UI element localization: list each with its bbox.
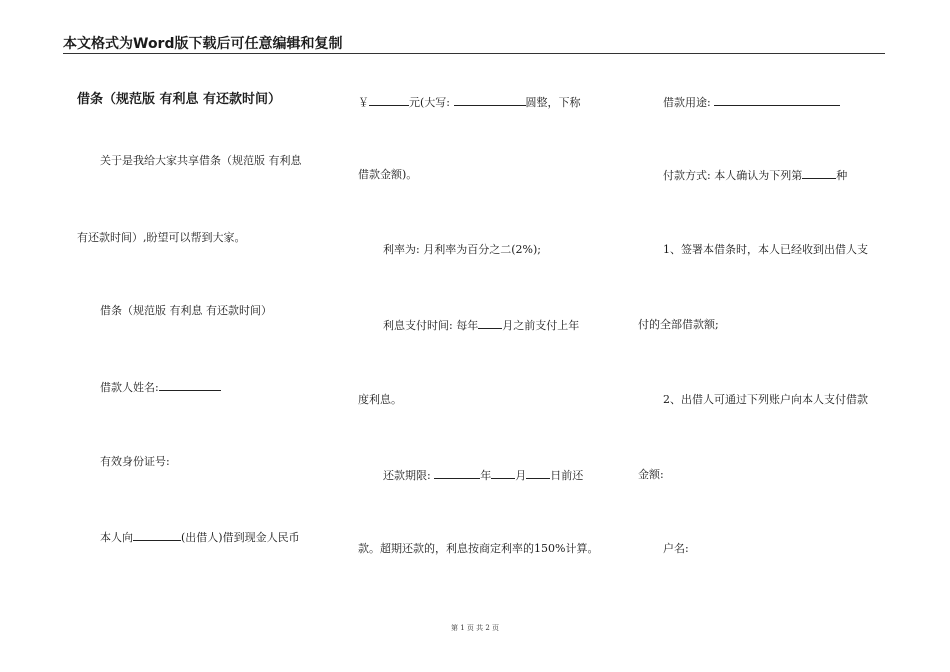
payment-text-a: 付款方式: 本人确认为下列第 — [663, 169, 803, 182]
header-divider — [63, 53, 885, 54]
repay-text-b: 日前还 — [550, 469, 584, 482]
loan-line — [100, 530, 300, 545]
item-2-account-name: 户名: — [663, 542, 689, 555]
loan-text-a: 本人向 — [100, 531, 133, 544]
interest-time-line — [383, 318, 579, 333]
borrower-name-line — [100, 380, 221, 395]
purpose-line — [663, 95, 840, 110]
item-1-line-2: 付的全部借款额; — [638, 318, 719, 331]
amount-text-b: 元(大写: — [409, 96, 454, 109]
page-number: 第 1 页 共 2 页 — [450, 624, 500, 632]
interest-month-blank — [478, 318, 502, 329]
item-2-amount: 金额: — [638, 468, 664, 481]
purpose-label: 借款用途: — [663, 96, 715, 109]
repay-line — [383, 468, 583, 483]
payment-line — [663, 168, 847, 183]
repay-text-a: 还款期限: — [383, 469, 435, 482]
item-1-line-1: 1、签署本借条时，本人已经收到出借人支 — [663, 243, 868, 256]
repay-month-blank — [491, 468, 515, 479]
amount-text-c: 圆整，下称 — [525, 96, 581, 109]
id-number-label: 有效身份证号: — [100, 455, 170, 468]
amount-uppercase-blank — [454, 95, 526, 106]
amount-currency: ￥ — [358, 96, 369, 109]
document-header: 本文格式为Word版下载后可任意编辑和复制 — [63, 36, 343, 52]
payment-text-b: 种 — [836, 169, 848, 182]
interest-time-text-b: 月之前支付上年 — [502, 319, 580, 332]
repay-year-blank — [434, 468, 480, 479]
amount-line-2: 借款金额)。 — [358, 168, 418, 181]
amount-line — [358, 95, 581, 110]
interest-time-line-2: 度利息。 — [358, 393, 402, 406]
subtitle: 借条（规范版 有利息 有还款时间） — [100, 304, 272, 317]
repay-month: 月 — [515, 469, 527, 482]
payment-blank — [802, 168, 836, 179]
interest-rate: 利率为: 月利率为百分之二(2%); — [383, 243, 541, 256]
item-2-line-1: 2、出借人可通过下列账户向本人支付借款 — [663, 393, 868, 406]
loan-text-b: (出借人)借到现金人民币 — [181, 531, 300, 544]
borrower-name-label: 借款人姓名: — [100, 381, 159, 394]
amount-blank — [369, 95, 409, 106]
repay-day-blank — [526, 468, 550, 479]
repay-year: 年 — [480, 469, 492, 482]
intro-line-1: 关于是我给大家共享借条（规范版 有利息 — [100, 154, 302, 167]
purpose-blank — [714, 95, 840, 106]
interest-time-text-a: 利息支付时间: 每年 — [383, 319, 479, 332]
lender-blank — [133, 530, 181, 541]
borrower-name-blank — [159, 380, 221, 391]
repay-line-2: 款。超期还款的，利息按商定利率的150%计算。 — [358, 542, 599, 555]
document-title: 借条（规范版 有利息 有还款时间） — [77, 92, 282, 107]
intro-line-2: 有还款时间）,盼望可以帮到大家。 — [77, 231, 246, 244]
